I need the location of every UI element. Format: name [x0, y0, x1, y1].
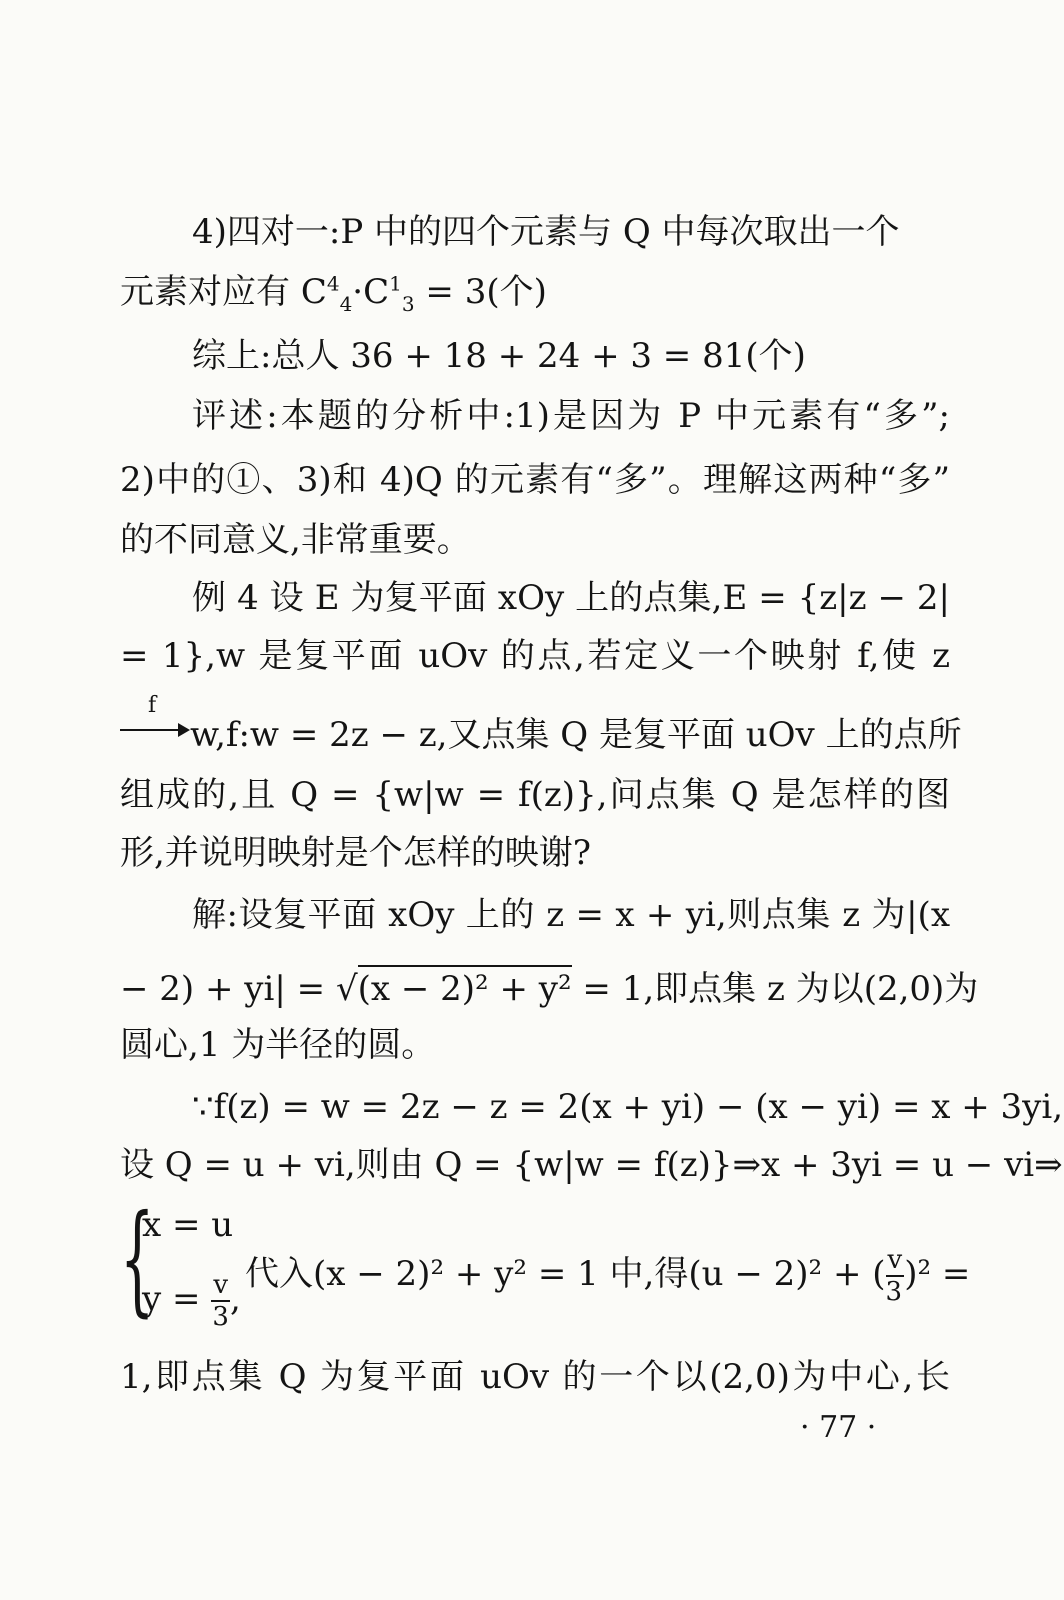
- solution-line: 解:设复平面 xOy 上的 z = x + yi,则点集 z 为|(x: [192, 895, 950, 935]
- text-line: 2)中的①、3)和 4)Q 的元素有“多”。理解这两种“多”: [120, 460, 950, 500]
- text-line: 圆心,1 为半径的圆。: [120, 1025, 436, 1065]
- arrow-head: [178, 723, 190, 737]
- text-fragment: − 2) + yi| =: [120, 969, 336, 1009]
- text-line: 1,即点集 Q 为复平面 uOv 的一个以(2,0)为中心,长: [120, 1357, 950, 1397]
- combination-c31: $C^1_3$: [363, 271, 415, 316]
- text-line: 4)四对一:P 中的四个元素与 Q 中每次取出一个: [192, 212, 900, 252]
- mapping-arrow: [120, 693, 190, 747]
- substitution-line: 代入(x − 2)² + y² = 1 中,得(u − 2)² + ( $\frac{v}{3}$ )² =: [245, 1245, 971, 1307]
- system-equation-1: x = u: [142, 1205, 234, 1245]
- text-line: 综上:总人 36 + 18 + 24 + 3 = 81(个): [192, 336, 806, 376]
- system-brace: {: [120, 1190, 155, 1329]
- example-heading-line: 例 4 设 E 为复平面 xOy 上的点集,E = {z|z − 2|: [192, 578, 950, 618]
- arrow-shaft: [120, 729, 182, 731]
- text-line: 组成的,且 Q = {w|w = f(z)},问点集 Q 是怎样的图: [120, 775, 950, 815]
- sqrt-radicand: (x − 2)² + y²: [358, 965, 572, 1009]
- text-line: 评述:本题的分析中:1)是因为 P 中元素有“多”;: [192, 396, 950, 436]
- fraction-v-over-3: $\frac{v}{3}$: [885, 1245, 903, 1307]
- arrow-label: f: [148, 693, 157, 718]
- text-fragment: 元素对应有: [120, 272, 301, 312]
- text-line: 形,并说明映射是个怎样的映谢?: [120, 833, 592, 873]
- text-line-sqrt: [120, 965, 979, 1009]
- fraction-v-over-3: $\frac{v}{3}$: [212, 1270, 229, 1332]
- system-equation-2: y = $\frac{v}{3}$ ,: [142, 1270, 241, 1332]
- page-number: · 77 ·: [800, 1410, 877, 1445]
- text-line: 设 Q = u + vi,则由 Q = {w|w = f(z)}⇒x + 3yi = u − vi⇒: [120, 1145, 1063, 1185]
- text-fragment: = 3(个): [414, 272, 547, 312]
- text-line: ∵f(z) = w = 2z − z = 2(x + yi) − (x − yi) = x + 3yi,: [192, 1087, 1064, 1127]
- sqrt-sign: √: [335, 969, 358, 1009]
- text-line: 的不同意义,非常重要。: [120, 520, 471, 560]
- text-fragment: = 1,即点集 z 为以(2,0)为: [571, 969, 979, 1009]
- text-line: = 1},w 是复平面 uOv 的点,若定义一个映射 f,使 z: [120, 636, 950, 676]
- text-line-combination: 元素对应有 $C^4_4\cdot C^1_3 = 3$(个): [120, 271, 547, 316]
- text-line: w,f:w = 2z − z,又点集 Q 是复平面 uOv 上的点所: [190, 715, 962, 755]
- combination-c44: $C^4_4$: [300, 271, 353, 316]
